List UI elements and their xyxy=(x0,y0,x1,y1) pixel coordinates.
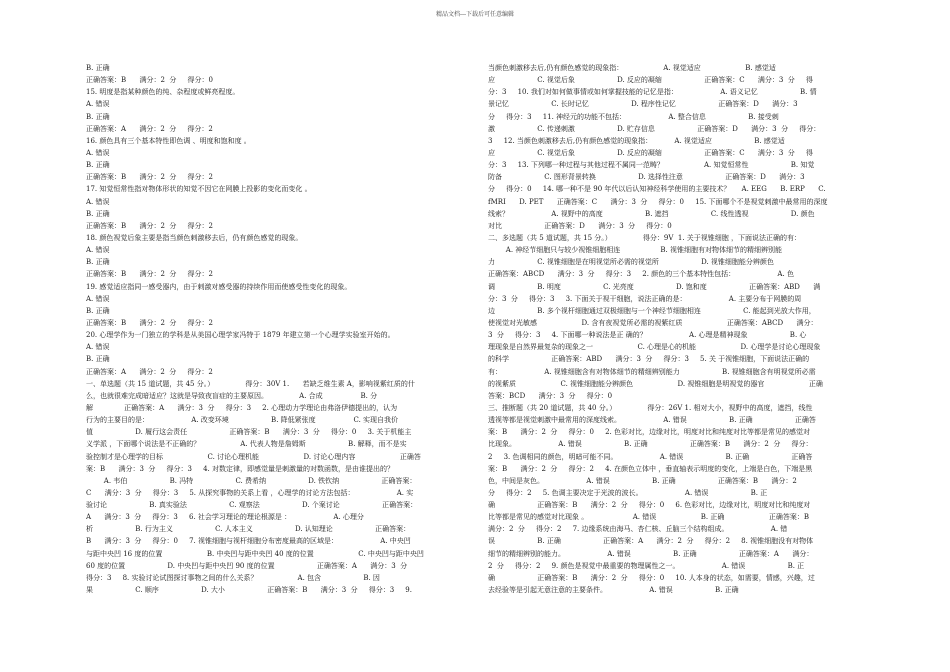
text-line: 应 C. 视觉后象 D. 反应的凝缩 正确答案：C 满分：3 分 得 xyxy=(488,76,813,85)
text-line: 激 C. 传递刺激 D. 贮存信息 正确答案：D 满分：3 分 得分： xyxy=(488,124,821,133)
text-line: 分 得分：3 11. 神经元的功能不包括： A. 整合信息 B. 接受刺 xyxy=(488,112,779,121)
text-line: 3 12. 当颜色刺激移去后,仍有颜色感觉的现象指： A. 视觉适应 B. 感觉适 xyxy=(488,136,785,145)
text-line: 19. 感觉适应指同一感受器内，由于刺激对感受器的持续作用而使感受性变化的现象。 xyxy=(86,282,352,291)
text-line: A. 韦伯 B. 冯特 C. 费希纳 D. 铁钦纳 正确答案： xyxy=(86,476,417,485)
text-line: 正确答案：B 满分：2 分 得分：2 xyxy=(86,270,213,279)
text-line: C 满分：3 分 得分：3 5. 从探究事物的关系上看 ，心理学的讨论方法包括： A. 实 xyxy=(86,488,414,497)
text-line: 3 分 得分：3 4. 下面哪一种说法是正 确的？ A. 心理是精神现象 B. 心 xyxy=(488,331,807,340)
text-line: 20. 心理学作为一门独立的学科是从美国心理学家冯特于 1879 年建立第一个心理学实验室开始的。 xyxy=(86,331,395,340)
text-line: 果 C. 顺序 D. 大小 正确答案：B 满分：3 分 得分：3 9. xyxy=(86,586,412,595)
text-line: 确 正确答案：B 满分：2 分 得分：0 10. 人本身的状态，如需要，情感，兴趣，过 xyxy=(488,573,815,582)
text-line: 去经验等是引起无意注意的主要条件。 A. 错误 B. 正确 xyxy=(488,586,739,595)
text-line: 案：B 满分：3 分 得分：3 4. 对数定律，即感觉量是刺激量的对数函数，是由谁提出的？ xyxy=(86,464,395,473)
text-line: 景记忆 C. 长时记忆 D. 程序性记忆 正确答案：D 满分：3 xyxy=(488,100,798,109)
text-line: 17. 知觉恒常性指对物体形状的知觉不因它在网膜上投影的变化而变化 。 xyxy=(86,185,312,194)
text-line: 16. 颜色具有三个基本特性即色调 、明度和饱和度 。 xyxy=(86,136,251,145)
text-line: 边 B. 多个视杆细胞通过双极细胞与一个神经节细胞相连 C. 能起到光放大作用， xyxy=(488,306,816,315)
text-line: 线索？ A. 视野中的高度 B. 遮挡 C. 线性透视 D. 颜色 xyxy=(488,209,815,218)
text-line: 18. 颜色视觉后象主要是指当颜色刺激移去后，仍有颜色感觉的现象。 xyxy=(86,233,303,242)
text-line: 当颜色刺激移去后,仍有颜色感觉的现象指： A. 视觉适应 B. 感觉适 xyxy=(488,64,776,72)
text-line: 验讨论 B. 真实验法 C. 观察法 D. 个案讨论 正确答案： xyxy=(86,501,418,510)
text-line: 透视等都是视觉刺激中最常用的深度线索。 A. 错误 B. 正确 正确答 xyxy=(488,416,816,425)
text-line: A. 错误 xyxy=(86,246,110,255)
text-line: 么，也就很难完成暗适应？这就是导致夜盲症的主要原因。 A. 合成 B. 分 xyxy=(86,391,378,400)
text-line: 解 正确答案：A 满分：3 分 得分：3 2. 心理动力学理论由弗洛伊德提出的，认为 xyxy=(86,403,398,412)
text-line: 应 C. 视觉后象 D. 反应的凝缩 正确答案：C 满分：3 分 得 xyxy=(488,148,813,157)
text-line: 确 正确答案：B 满分：2 分 得分：0 6. 色彩对比，边缘对比，明度对比和纯度对 xyxy=(488,501,811,510)
text-line: 正确答案：ABCD 满分：3 分 得分：3 2. 颜色的三个基本特性包括： A. 色 xyxy=(488,270,794,279)
right-column xyxy=(488,62,878,596)
text-line: B. 正确 xyxy=(86,306,110,315)
text-line: 分 得分：2 5. 色调主要决定于光波的波长。 A. 错误 B. 正 xyxy=(488,488,768,497)
text-line: 细节的精细辨别的能力。 A. 错误 B. 正确 正确答案：A 满分： xyxy=(488,549,814,558)
text-line: 行为的主要目的是： A. 改变环境 B. 降低紧张度 C. 实现自我价 xyxy=(86,416,399,425)
text-line: 案：B 满分：2 分 得分：2 4. 在颜色立体中 ，垂直轴表示明度的变化，上端是白色，下端是黑 xyxy=(488,464,813,473)
text-line: 比等都是常见的感觉对比现象 。 A. 错误 B. 正确 正确答案：B xyxy=(488,513,809,522)
page-header: 精品文档---下载后可任意编辑 xyxy=(435,11,515,18)
text-line: A. 错误 xyxy=(86,100,110,109)
text-line: B. 正确 xyxy=(86,209,110,218)
text-line: A. 错误 xyxy=(86,294,110,303)
text-line: fMRI D. PET 正确答案：C 满分：3 分 得分：0 15. 下面哪个不是视觉刺激中最常用的深度 xyxy=(488,197,828,206)
text-line: B 满分：3 分 得分：0 7. 视锥细胞与视杆细胞分布密度最高的区域是： A. 中央凹 xyxy=(86,537,411,546)
text-line: 调 B. 明度 C. 光亮度 D. 饱和度 正确答案：ABD 满 xyxy=(488,282,821,291)
text-line: 对比 正确答案：D 满分：3 分 得分：0 xyxy=(488,221,672,230)
text-line: 60 度的位置 D. 中央凹与距中央凹 90 度的位置 正确答案：A 满分：3 分 xyxy=(86,561,408,570)
text-line: 析 B. 行为主义 C. 人本主义 D. 认知理论 正确答案： xyxy=(86,525,411,534)
text-line: 与距中央凹 16 度的位置 B. 中央凹与距中央凹 40 度的位置 C. 中央凹与距中央凹 xyxy=(86,549,424,558)
text-line: 二、多选题（共 5 道试题，共 15 分。） 得分：9V 1. 关于视锥细胞 ，下面说法正确的有： xyxy=(488,233,801,242)
text-line: 正确答案：A 满分：2 分 得分：2 xyxy=(86,124,213,133)
text-line: A. 神经节细胞只与较少视锥细胞相连 B. 视锥细胞有对物体细节的精细辨别能 xyxy=(488,246,782,255)
text-line: 正确答案：B 满分：2 分 得分：2 xyxy=(86,173,213,182)
text-line: B. 正确 xyxy=(86,355,110,364)
text-line: 验控制才是心理学的目标 C. 讨论心理机能 D. 讨论心理内容 正确答 xyxy=(86,452,421,461)
text-line: 2 分 得分：2 9. 颜色是视觉中最重要的物理属性之一。 A. 错误 B. 正 xyxy=(488,561,805,570)
text-line: 答案：BCD 满分：3 分 得分：0 xyxy=(488,391,613,400)
left-column xyxy=(86,62,456,596)
text-line: 2 3. 色调相同的颜色，明暗可能不同。 A. 错误 B. 正确 正确答 xyxy=(488,452,813,461)
text-line: 三、推断题（共 20 道试题，共 40 分。） 得分：26V 1. 相对大小，视野中的高度，遮挡，线性 xyxy=(488,403,813,412)
text-line: 分：3 13. 下列哪一种过程与其他过程不属同一范畴？ A. 知觉恒常性 B. 知觉 xyxy=(488,161,815,170)
text-line: A 满分：3 分 得分：3 6. 社会学习理论的理论根源是 ： A. 心理分 xyxy=(86,513,364,522)
text-line: 正确答案：A 满分：2 分 得分：2 xyxy=(86,367,213,376)
text-line: B. 正确 xyxy=(86,161,110,170)
text-line: 的视紫质 C. 视锥细胞能分辨颜色 D. 视锥细胞是明视觉的器官 正确 xyxy=(488,379,823,388)
text-line: 分 得分：0 14. 哪一种不是 90 年代以后认知神经科学使用的主要技术？ A. EEG B. ERP C. xyxy=(488,185,826,194)
text-line: 分：3 10. 我们对如何做事情或如何掌握技能的记忆是指： A. 语义记忆 B. 情 xyxy=(488,88,817,97)
text-line: B. 正确 xyxy=(86,258,110,267)
text-line: 比现象。 A. 错误 B. 正确 正确答案：B 满分：2 分 得分： xyxy=(488,440,813,449)
text-line: 满分：2 分 得分：2 7. 边缘系统由海马、杏仁核、丘脑三个结构组成。 A. 错 xyxy=(488,525,788,534)
text-line: 得分：3 8. 实验讨论试图探讨事物之间的什么关系？ A. 包含 B. 因 xyxy=(86,573,380,582)
text-line: B. 正确 xyxy=(86,112,110,121)
text-line: 有： A. 视锥细胞含有对物体细节的精细辨别能力 B. 视锥细胞含有明视觉所必需 xyxy=(488,367,816,376)
text-line: 误 B. 正确 正确答案：A 满分：2 分 得分：2 8. 视锥细胞没有对物体 xyxy=(488,537,814,546)
text-line: 一、单选题（共 15 道试题，共 45 分。） 得分：30V 1. 若缺乏维生素 A，影响视紫红质的什 xyxy=(86,379,415,388)
text-line: 的科学 正确答案：ABD 满分：3 分 得分：3 5. 关 于视锥细胞，下面说法正确的 xyxy=(488,355,810,364)
text-line: 正确答案：B 满分：2 分 得分：2 xyxy=(86,221,213,230)
text-line: 色，中间是灰色。 A. 错误 B. 正确 正确答案：B 满分：2 xyxy=(488,476,797,485)
text-line: 防备 C. 图形背景转换 D. 选择性注意 正确答案：D 满分：3 xyxy=(488,173,805,182)
text-line: 正确答案：B 满分：2 分 得分：2 xyxy=(86,318,213,327)
text-line: A. 错误 xyxy=(86,197,110,206)
text-line: B. 正确 xyxy=(86,64,110,72)
text-line: 力 C. 视锥细胞是在明视觉所必需的视觉所 D. 视锥细胞能分辨颜色 xyxy=(488,258,774,267)
text-line: 使视觉对光敏感 D. 含有夜视觉所必需的视紫红质 正确答案：ABCD 满分： xyxy=(488,318,818,327)
text-line: 义学派 ，下面哪个说法是不正确的？ A. 代表人物是詹姆斯 B. 解释，而不是实 xyxy=(86,440,407,449)
text-line: 正确答案：B 满分：2 分 得分：0 xyxy=(86,76,213,85)
text-line: 案：B 满分：2 分 得分：0 2. 色彩对比，边缘对比，明度对比和纯度对比等都是常见的感觉对 xyxy=(488,428,811,437)
text-line: A. 错误 xyxy=(86,343,110,352)
text-line: 理现象是自然界最复杂的现象之一 C. 心理是心的机能 D. 心理学是讨论心理现象 xyxy=(488,343,821,352)
text-line: A. 错误 xyxy=(86,148,110,157)
text-line: 分：3 分 得分：3 3. 下面关于视干细胞，说法正确的是： A. 主要分布于网膜的周 xyxy=(488,294,802,303)
text-line: 15. 明度是指某种颜色的纯、杂程度或鲜亮程度。 xyxy=(86,88,240,97)
text-line: 值 D. 履行这会责任 正确答案：B 满分：3 分 得分：0 3. 关于机能主 xyxy=(86,428,412,437)
